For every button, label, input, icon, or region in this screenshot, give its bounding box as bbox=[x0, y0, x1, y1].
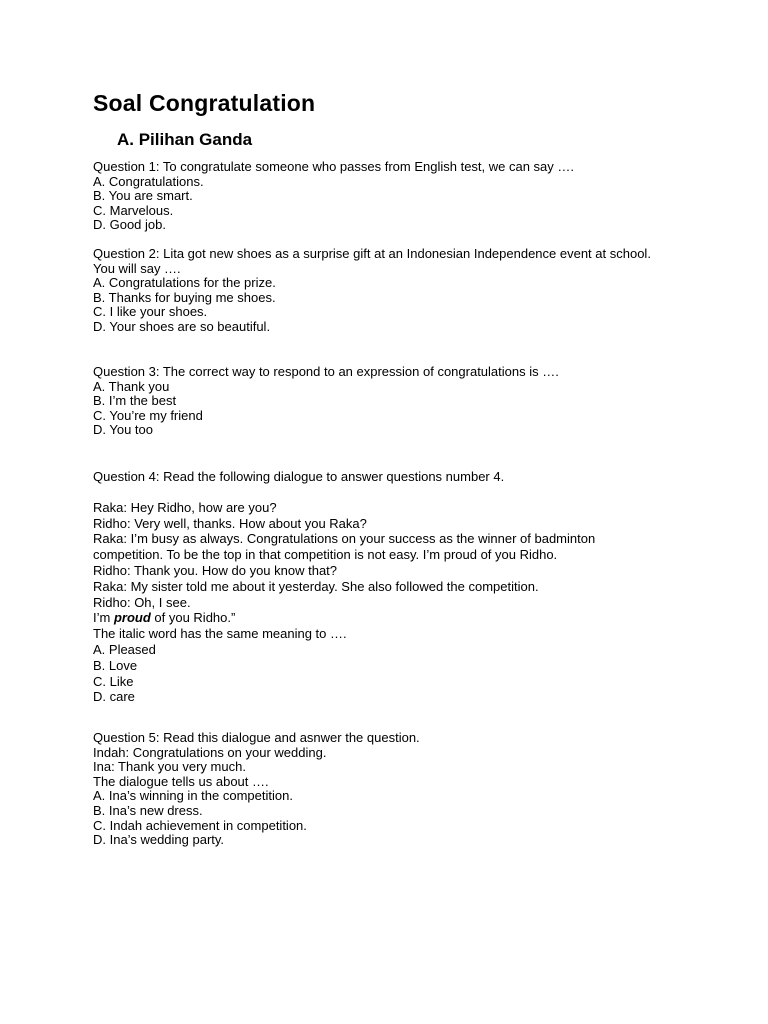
dialogue-line: Raka: Hey Ridho, how are you? bbox=[93, 499, 277, 515]
dialogue-line: competition. To be the top in that competition is not easy. I’m proud of you Ridho. bbox=[93, 547, 558, 563]
quote-suffix: of you Ridho.” bbox=[150, 610, 236, 626]
option-c: C. Indah achievement in competition. bbox=[93, 817, 307, 833]
page-title: Soal Congratulation bbox=[93, 90, 316, 116]
option-c: C. Like bbox=[93, 673, 134, 689]
dialogue-line: Ridho: Thank you. How do you know that? bbox=[93, 562, 338, 578]
option-a: A. Ina’s winning in the competition. bbox=[93, 788, 293, 804]
option-d: D. Ina’s wedding party. bbox=[93, 832, 225, 848]
option-b: B. Ina’s new dress. bbox=[93, 802, 203, 818]
option-a: A. Congratulations for the prize. bbox=[93, 275, 276, 291]
quoted-line bbox=[93, 610, 713, 626]
question-text-continued: You will say …. bbox=[93, 260, 181, 276]
option-d: D. You too bbox=[93, 422, 153, 438]
quote-prefix: I’m bbox=[93, 610, 114, 626]
dialogue-line: Raka: My sister told me about it yesterday. She also followed the competition. bbox=[93, 578, 539, 594]
option-b: B. I’m the best bbox=[93, 393, 177, 409]
question-5 bbox=[93, 731, 713, 848]
question-1 bbox=[93, 160, 713, 233]
dialogue-line: Ina: Thank you very much. bbox=[93, 759, 246, 775]
option-d: D. Your shoes are so beautiful. bbox=[93, 318, 271, 334]
question-4 bbox=[93, 469, 713, 705]
option-d: D. Good job. bbox=[93, 217, 166, 233]
question-text: Question 4: Read the following dialogue to answer questions number 4. bbox=[93, 469, 505, 484]
option-a: A. Congratulations. bbox=[93, 173, 204, 189]
option-b: B. Love bbox=[93, 657, 138, 673]
italic-word: proud bbox=[113, 610, 151, 626]
option-b: B. You are smart. bbox=[93, 188, 193, 204]
option-c: C. You’re my friend bbox=[93, 407, 203, 423]
question-prompt: The dialogue tells us about …. bbox=[93, 773, 269, 789]
paragraph-gap bbox=[93, 485, 713, 500]
question-text: Question 5: Read this dialogue and asnwer the question. bbox=[93, 730, 420, 745]
question-2 bbox=[93, 247, 713, 335]
option-c: C. Marvelous. bbox=[93, 202, 174, 218]
dialogue-line: Indah: Congratulations on your wedding. bbox=[93, 744, 327, 760]
option-c: C. I like your shoes. bbox=[93, 304, 208, 320]
option-b: B. Thanks for buying me shoes. bbox=[93, 289, 276, 305]
question-prompt: The italic word has the same meaning to …. bbox=[93, 626, 347, 642]
question-text: Question 2: Lita got new shoes as a surprise gift at an Indonesian Independence event at school. bbox=[93, 246, 651, 261]
dialogue-line: Ridho: Oh, I see. bbox=[93, 594, 191, 610]
dialogue-line: Ridho: Very well, thanks. How about you Raka? bbox=[93, 515, 367, 531]
section-heading: A. Pilihan Ganda bbox=[117, 130, 253, 149]
question-text: Question 3: The correct way to respond to an expression of congratulations is …. bbox=[93, 364, 559, 379]
option-a: A. Thank you bbox=[93, 378, 170, 394]
option-d: D. care bbox=[93, 689, 135, 705]
question-3 bbox=[93, 365, 713, 438]
dialogue-line: Raka: I’m busy as always. Congratulations on your success as the winner of badminton bbox=[93, 531, 596, 547]
option-a: A. Pleased bbox=[93, 641, 156, 657]
question-text: Question 1: To congratulate someone who passes from English test, we can say …. bbox=[93, 159, 575, 174]
